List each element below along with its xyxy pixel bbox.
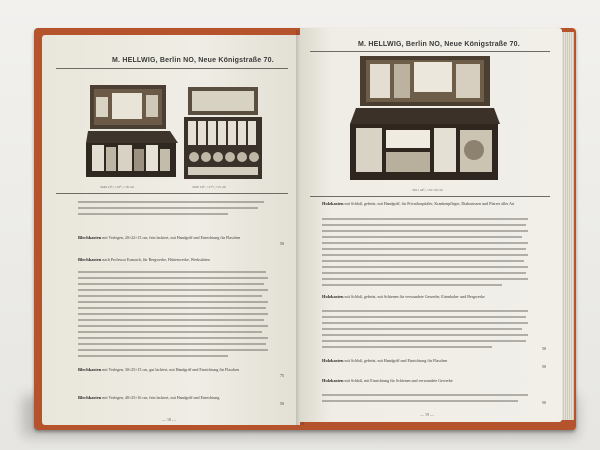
body-text-line — [78, 319, 264, 321]
entry-text: mit Schloß, mit Einrichtung für Schienen und verwundete Gewerbe — [344, 378, 453, 383]
catalog-entry — [322, 358, 528, 363]
bottle-box-photo — [184, 87, 264, 183]
body-text-line — [322, 254, 528, 256]
price: 50 — [542, 400, 546, 405]
figure-caption: 3449 19¹/₂×16¹/₂×16 cm — [100, 185, 134, 189]
header-rule — [56, 68, 288, 69]
page-stack-edge — [562, 32, 574, 420]
entry-text: mit Schloß, gebeizt, mit Schienen für verwundete Gewerbe, Eisenbahn- und Bergwerke — [344, 294, 485, 299]
first-aid-box-photo — [86, 83, 178, 181]
body-text-line — [322, 340, 526, 342]
body-text-line — [322, 230, 528, 232]
entry-label: Blechkasten — [78, 257, 102, 262]
body-text-line — [78, 349, 268, 351]
right-page — [300, 28, 562, 422]
body-text-line — [78, 289, 268, 291]
body-text-line — [78, 283, 264, 285]
entry-label: Holzkasten — [322, 201, 344, 206]
section-rule — [56, 193, 288, 194]
entry-label: Holzkasten — [322, 294, 344, 299]
body-text-line — [78, 355, 228, 357]
body-text-line — [322, 248, 526, 250]
body-text-line — [322, 346, 492, 348]
page-number: — 18 — — [162, 417, 176, 422]
price: 50 — [280, 241, 284, 246]
body-text-line — [78, 295, 262, 297]
price: 50 — [542, 364, 546, 369]
body-text-line — [78, 325, 268, 327]
catalog-entry — [322, 378, 528, 383]
body-text-line — [78, 207, 258, 209]
body-text-line — [322, 284, 502, 286]
figure-caption: 3450 19¹/₂×17¹/₂×15 cm — [192, 185, 226, 189]
left-page — [42, 35, 300, 425]
entry-label: Blechkasten — [78, 367, 102, 372]
catalog-entry — [322, 201, 528, 206]
body-text-line — [78, 337, 268, 339]
body-text-line — [322, 322, 528, 324]
body-text-line — [322, 218, 528, 220]
body-text-line — [78, 313, 268, 315]
body-text-line — [322, 400, 518, 402]
catalog-entry — [322, 294, 528, 299]
price: 50 — [280, 401, 284, 406]
body-text-line — [78, 271, 266, 273]
body-text-line — [322, 242, 528, 244]
body-text-line — [322, 236, 522, 238]
body-text-line — [78, 331, 262, 333]
entry-label: Blechkasten — [78, 235, 102, 240]
section-rule — [310, 196, 550, 197]
figure-caption: 3451 44¹/₂×32×20 cm — [412, 188, 443, 192]
entry-text: nach Professor Esmarch, für Bergwerke, Hüttenwerke, Werkstätten — [102, 257, 210, 262]
body-text-line — [78, 343, 266, 345]
body-text-line — [78, 301, 268, 303]
body-text-line — [78, 307, 266, 309]
body-text-line — [322, 310, 528, 312]
running-header: M. HELLWIG, Berlin NO, Neue Königstraße 70. — [112, 57, 274, 64]
body-text-line — [322, 272, 526, 274]
body-text-line — [322, 260, 524, 262]
entry-text: mit Vorlegen, 40×25×16 cm, fein lackiert, mit Handgriff und Einrichtung — [102, 395, 220, 400]
entry-label: Holzkasten — [322, 378, 344, 383]
catalog-entry — [78, 395, 268, 400]
body-text-line — [322, 394, 528, 396]
catalog-entry — [78, 235, 268, 240]
entry-text: mit Vorlegen, 30×25×15 cm, gut lackiert, mit Handgriff und Einrichtung für Flaschen — [102, 367, 240, 372]
entry-label: Holzkasten — [322, 358, 344, 363]
body-text-line — [78, 277, 268, 279]
entry-text: mit Schloß, gebeizt, mit Handgriff und Einrichtung für Flaschen — [344, 358, 448, 363]
body-text-line — [322, 266, 528, 268]
catalog-entry — [78, 367, 268, 372]
entry-label: Blechkasten — [78, 395, 102, 400]
body-text-line — [78, 213, 228, 215]
body-text-line — [322, 224, 526, 226]
price: 75 — [280, 373, 284, 378]
running-header: M. HELLWIG, Berlin NO, Neue Königstraße 70. — [358, 41, 520, 48]
body-text-line — [322, 334, 528, 336]
header-rule — [310, 51, 550, 52]
body-text-line — [322, 278, 528, 280]
price: 50 — [542, 346, 546, 351]
catalog-entry — [78, 257, 268, 262]
body-text-line — [78, 201, 264, 203]
entry-text: mit Vorlegen, 20×22×15 cm, fein lackiert, mit Handgriff und Einrichtung für Flaschen — [102, 235, 241, 240]
body-text-line — [322, 316, 526, 318]
wooden-chest-photo — [350, 54, 500, 184]
entry-text: mit Schloß, gebeizt, mit Handgriff, für Privathospitäler, Krankenpfleger, Diakonissen und Pfarrer aller Art — [344, 201, 515, 206]
page-number: — 19 — — [420, 412, 434, 417]
body-text-line — [322, 328, 522, 330]
